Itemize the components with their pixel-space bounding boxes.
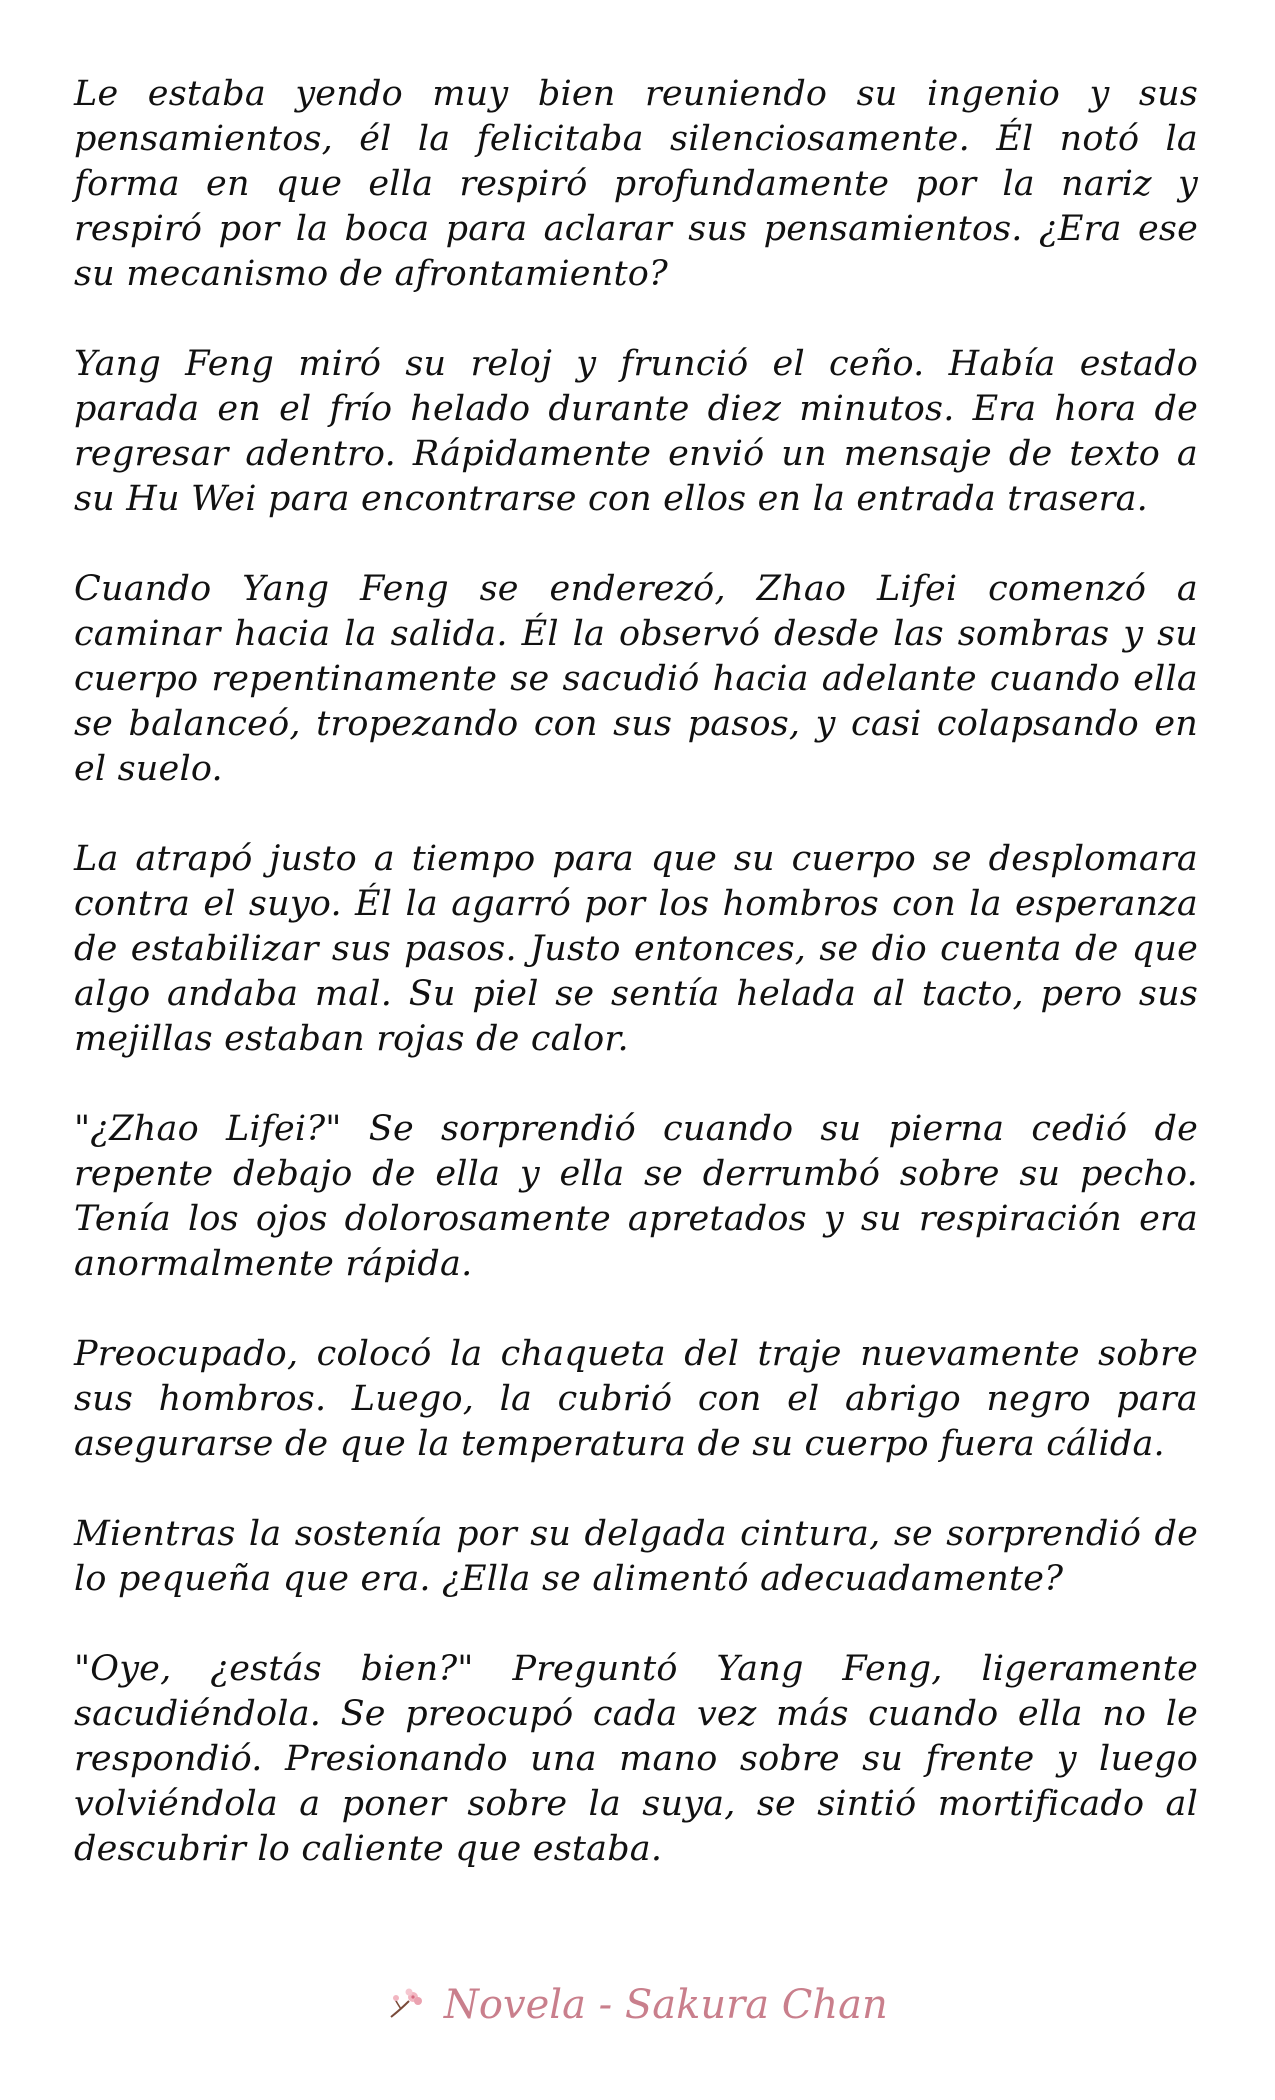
document-page bbox=[74, 72, 1198, 1872]
watermark-text: Novela - Sakura Chan bbox=[443, 1982, 888, 2028]
paragraph-3: Cuando Yang Feng se enderezó, Zhao Lifei comenzó a caminar hacia la salida. Él la observó desde las sombras y su cuerpo repentinamente se sacudió hacia adelante cuando ella se balanceó, tropezando con sus pasos, y casi colapsando en el suelo. bbox=[74, 569, 1198, 789]
paragraph-5: "¿Zhao Lifei?" Se sorprendió cuando su pierna cedió de repente debajo de ella y ella se derrumbó sobre su pecho. Tenía los ojos dolorosamente apretados y su respiración era anormalmente rápida. bbox=[74, 1109, 1198, 1284]
watermark bbox=[0, 1980, 1275, 2033]
paragraph-6: Preocupado, colocó la chaqueta del traje nuevamente sobre sus hombros. Luego, la cubrió con el abrigo negro para asegurarse de que la temperatura de su cuerpo fuera cálida. bbox=[74, 1334, 1198, 1464]
paragraph-8: "Oye, ¿estás bien?" Preguntó Yang Feng, ligeramente sacudiéndola. Se preocupó cada vez más cuando ella no le respondió. Presionando una mano sobre su frente y luego volviéndola a poner sobre la suya, se sintió mortificado al descubrir lo caliente que estaba. bbox=[74, 1649, 1198, 1869]
sakura-blossom-icon bbox=[387, 1983, 425, 2033]
paragraph-2: Yang Feng miró su reloj y frunció el ceño. Había estado parada en el frío helado durante diez minutos. Era hora de regresar adentro. Rápidamente envió un mensaje de texto a su Hu Wei para encontrarse con ellos en la entrada trasera. bbox=[74, 344, 1198, 519]
paragraph-4: La atrapó justo a tiempo para que su cuerpo se desplomara contra el suyo. Él la agarró por los hombros con la esperanza de estabilizar sus pasos. Justo entonces, se dio cuenta de que algo andaba mal. Su piel se sentía helada al tacto, pero sus mejillas estaban rojas de calor. bbox=[74, 839, 1198, 1059]
paragraph-7: Mientras la sostenía por su delgada cintura, se sorprendió de lo pequeña que era. ¿Ella se alimentó adecuadamente? bbox=[74, 1514, 1198, 1599]
paragraph-1: Le estaba yendo muy bien reuniendo su ingenio y sus pensamientos, él la felicitaba silenciosamente. Él notó la forma en que ella respiró profundamente por la nariz y respiró por la boca para aclarar sus pensamientos. ¿Era ese su mecanismo de afrontamiento? bbox=[74, 74, 1198, 294]
